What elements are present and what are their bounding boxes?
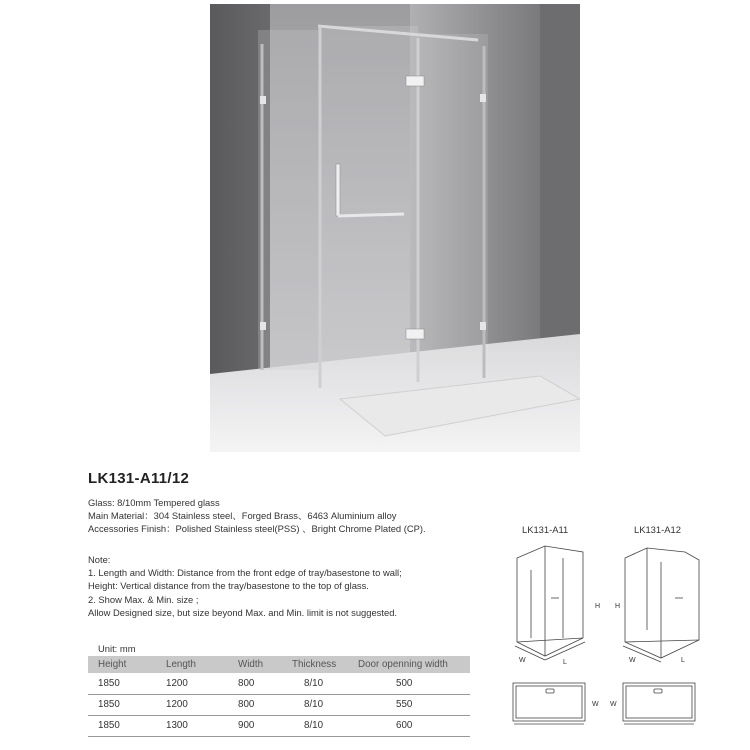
header-height: Height [88, 656, 160, 673]
dim-l-label: L [563, 659, 567, 666]
dim-l-label: L [681, 657, 685, 664]
product-photo [210, 4, 580, 452]
dim-w-label: W [519, 657, 526, 664]
dim-h-label: H [595, 603, 601, 610]
table-row [88, 694, 470, 715]
size-table [88, 656, 470, 737]
header-width: Width [232, 656, 292, 673]
dim-w-label: W [629, 657, 636, 664]
cell-length: 1300 [160, 715, 232, 736]
cell-height: 1850 [88, 715, 160, 736]
cell-door-width: 550 [358, 694, 470, 715]
diagram-label-a11: LK131-A11 [522, 524, 569, 535]
cell-thickness: 8/10 [292, 673, 358, 694]
cell-door-width: 600 [358, 715, 470, 736]
table-row [88, 673, 470, 694]
cell-thickness: 8/10 [292, 694, 358, 715]
spec-finish: Accessories Finish：Polished Stainless steel(PSS) 、Bright Chrome Plated (CP). [88, 523, 426, 535]
unit-label: Unit: mm [98, 643, 136, 654]
cell-height: 1850 [88, 673, 160, 694]
table-header-row [88, 656, 470, 673]
dim-w-label: W [610, 701, 617, 708]
table-row [88, 715, 470, 736]
cell-length: 1200 [160, 694, 232, 715]
dim-h-label: H [615, 603, 621, 610]
diagram-a12-plan [608, 680, 708, 730]
cell-width: 800 [232, 673, 292, 694]
cell-length: 1200 [160, 673, 232, 694]
diagram-label-a12: LK131-A12 [634, 524, 681, 535]
header-thickness: Thickness [292, 656, 358, 673]
dim-w-label: W [592, 701, 599, 708]
diagram-a12-iso [615, 538, 715, 668]
cell-door-width: 500 [358, 673, 470, 694]
note-line: 1. Length and Width: Distance from the front edge of tray/basestone to wall; [88, 567, 402, 579]
header-length: Length [160, 656, 232, 673]
note-line: Allow Designed size, but size beyond Max. and Min. limit is not suggested. [88, 606, 398, 618]
diagram-a11-plan [508, 680, 608, 730]
cell-width: 900 [232, 715, 292, 736]
note-heading: Note: [88, 554, 111, 565]
product-title: LK131-A11/12 [88, 470, 190, 487]
header-door-width: Door openning width [358, 656, 470, 673]
notes-block [88, 553, 402, 619]
diagram-a11-iso [505, 538, 605, 668]
note-line: 2. Show Max. & Min. size ; [88, 593, 199, 605]
cell-thickness: 8/10 [292, 715, 358, 736]
cell-width: 800 [232, 694, 292, 715]
spec-material: Main Material：304 Stainless steel、Forged Brass、6463 Aluminium alloy [88, 510, 397, 522]
spec-list [88, 496, 426, 536]
note-line: Height: Vertical distance from the tray/basestone to the top of glass. [88, 580, 369, 592]
spec-glass: Glass: 8/10mm Tempered glass [88, 497, 220, 508]
cell-height: 1850 [88, 694, 160, 715]
